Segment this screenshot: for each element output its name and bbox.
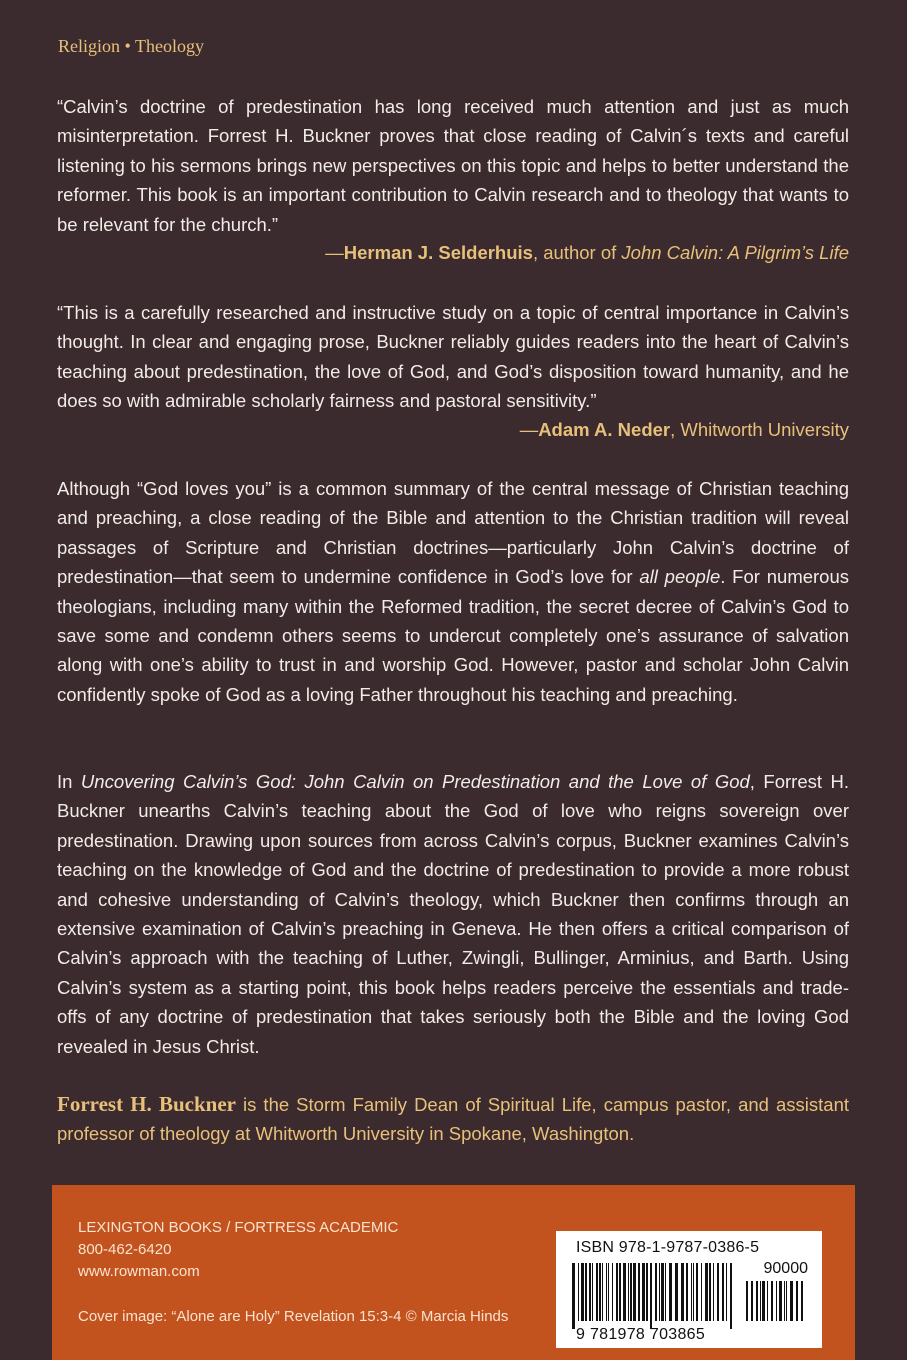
barcode-bar [633,1263,636,1321]
barcode-bar [693,1263,694,1321]
barcode-bar [767,1281,768,1321]
description-paragraph-2 [57,767,849,1061]
barcode-bar [784,1281,785,1321]
endorsement-quote-2: “This is a carefully researched and instructive study on a topic of central importance in Calvin’s thought. In clear and engaging prose, Buckner reliably guides readers into the heart of Calvin’s teaching about predestination, the love of God, and God’s disposition toward humanity, and he does so with admirable scholarly fairness and pastoral sensitivity.” [57,302,849,412]
barcode-bar [592,1263,593,1321]
attribution-dash: — [519,419,539,440]
barcode-bar [709,1263,711,1321]
barcode-bar [696,1263,698,1321]
barcode-bar [589,1263,591,1321]
barcode-bar [602,1263,603,1321]
barcode-bar [762,1281,765,1321]
publisher-info [78,1217,398,1283]
barcode-bar [779,1281,782,1321]
barcode-bar [606,1263,607,1321]
barcode-bar [665,1263,666,1321]
endorser-affiliation: , Whitworth University [670,419,849,440]
barcode-bar [669,1263,672,1321]
barcode-bar [630,1263,632,1321]
endorsement-attribution-1 [325,238,849,267]
endorser-name: Adam A. Neder [538,419,671,440]
barcode-bar [642,1263,645,1321]
description-text: Although “God loves you” is a common summary of the central message of Christian teaching and preaching, a close reading of the Bible and attention to the Christian tradition will reveal passages of Scripture and Christian doctrines—particularly John Calvin’s doctrine of predestination—that seem to undermine confidence in God’s love for [57,478,849,588]
barcode-bar [686,1263,688,1321]
endorsement-attribution-2 [520,415,849,444]
barcode-bar [760,1281,761,1321]
barcode-bar [801,1281,803,1321]
barcode-bar [796,1281,798,1321]
attribution-dash: — [325,242,344,263]
barcode-bar [608,1263,609,1321]
description-text: . For numerous theologians, including many within the Reformed tradition, the secret decree of Calvin’s God to save some and condemn others seems to undercut completely one’s assurance of salvation along with one’s ability to trust in and worship God. However, pastor and scholar John Calvin confidently spoke of God as a loving Father throughout his teaching and preaching. [57,566,850,705]
cover-credit: Cover image: “Alone are Holy” Revelation 15:3-4 © Marcia Hinds [78,1308,509,1325]
endorser-book-title: John Calvin: A Pilgrim’s Life [621,242,849,263]
barcode-bar [717,1263,719,1321]
barcode-bar [691,1263,692,1321]
publisher-phone: 800-462-6420 [78,1241,172,1258]
barcode-bar [596,1263,598,1321]
barcode-bar [646,1263,648,1321]
barcode-bar [681,1263,684,1321]
addon-barcode-bars [746,1281,806,1329]
endorser-affiliation: , author of [532,242,622,263]
publisher-name: LEXINGTON BOOKS / FORTRESS ACADEMIC [78,1219,399,1236]
barcode-bar [746,1281,748,1321]
barcode-bar [659,1263,660,1321]
barcode-bar [756,1281,758,1321]
description-paragraph-1 [57,474,849,709]
book-title: Uncovering Calvin’s God: John Calvin on Predestination and the Love of God [80,771,750,792]
endorsement-quote-1: “Calvin’s doctrine of predestination has long received much attention and just as much misinterpretation. Forrest H. Buckner proves that close reading of Calvin´s texts and careful listening to his sermons brings new perspectives on this topic and helps to better understand the reformer. This book is an important contribution to Calvin research and to theology that wants to be relevant for the church.” [57,96,849,235]
barcode-bar [705,1263,708,1321]
barcode-bar [790,1281,793,1321]
barcode-bar [730,1263,732,1329]
barcode-bar [751,1281,753,1321]
barcode-bar [771,1281,773,1321]
description-emphasis: all people [639,566,721,588]
barcode-bar [713,1263,714,1321]
barcode-bar [628,1263,629,1321]
barcode-bar [619,1263,621,1321]
isbn-barcode [556,1231,822,1348]
author-bio-text: is the Storm Family Dean of Spiritual Life, campus pastor, and assistant professor of theology at Whitworth University in Spokane, Washington. [57,1094,850,1145]
description-text: , Forrest H. Buckner unearths Calvin’s teaching about the God of love who reigns sovereign over predestination. Drawing upon sources from across Calvin’s corpus, Buckner examines Calvin’s teaching on the knowledge of God and the doctrine of predestination to provide a more robust and cohesive understanding of Calvin’s theology, which Buckner then confirms through an extensive examination of Calvin’s preaching in Geneva. He then offers a critical comparison of Calvin’s approach with the teaching of Luther, Zwingli, Bullinger, Arminius, and Barth. Using Calvin’s system as a starting point, this book helps readers perceive the essentials and trade-offs of any doctrine of predestination that takes seriously both the Bible and the loving God revealed in Jesus Christ. [57,771,849,1057]
publisher-footer [52,1185,855,1360]
author-bio [57,1090,849,1149]
barcode-bar [616,1263,618,1321]
barcode-bar [786,1281,787,1321]
category-label: Religion • Theology [58,36,204,56]
barcode-bar [776,1281,777,1321]
barcode-bar [585,1263,587,1321]
barcode-number: 9 781978 703865 [576,1326,706,1343]
barcode-bar [661,1263,664,1321]
publisher-website[interactable]: www.rowman.com [78,1263,200,1280]
barcode-bar [572,1263,575,1329]
barcode-bar [655,1263,657,1321]
barcode-bar [578,1263,579,1321]
barcode-bar [599,1263,601,1321]
barcode-bar [675,1263,678,1321]
price-addon-text: 90000 [763,1260,808,1277]
barcode-bar [650,1263,652,1329]
barcode-bar [726,1263,727,1321]
isbn-text: ISBN 978-1-9787-0386-5 [576,1239,760,1256]
barcode-bar [581,1263,584,1321]
barcode-bar [623,1263,626,1321]
description-text: In [57,771,81,792]
endorser-name: Herman J. Selderhuis [343,242,533,263]
barcode-bar [612,1263,613,1321]
barcode-bar [722,1263,724,1321]
author-name: Forrest H. Buckner [57,1092,236,1116]
barcode-bar [638,1263,640,1321]
barcode-bars [572,1263,732,1329]
barcode-bar [701,1263,702,1321]
